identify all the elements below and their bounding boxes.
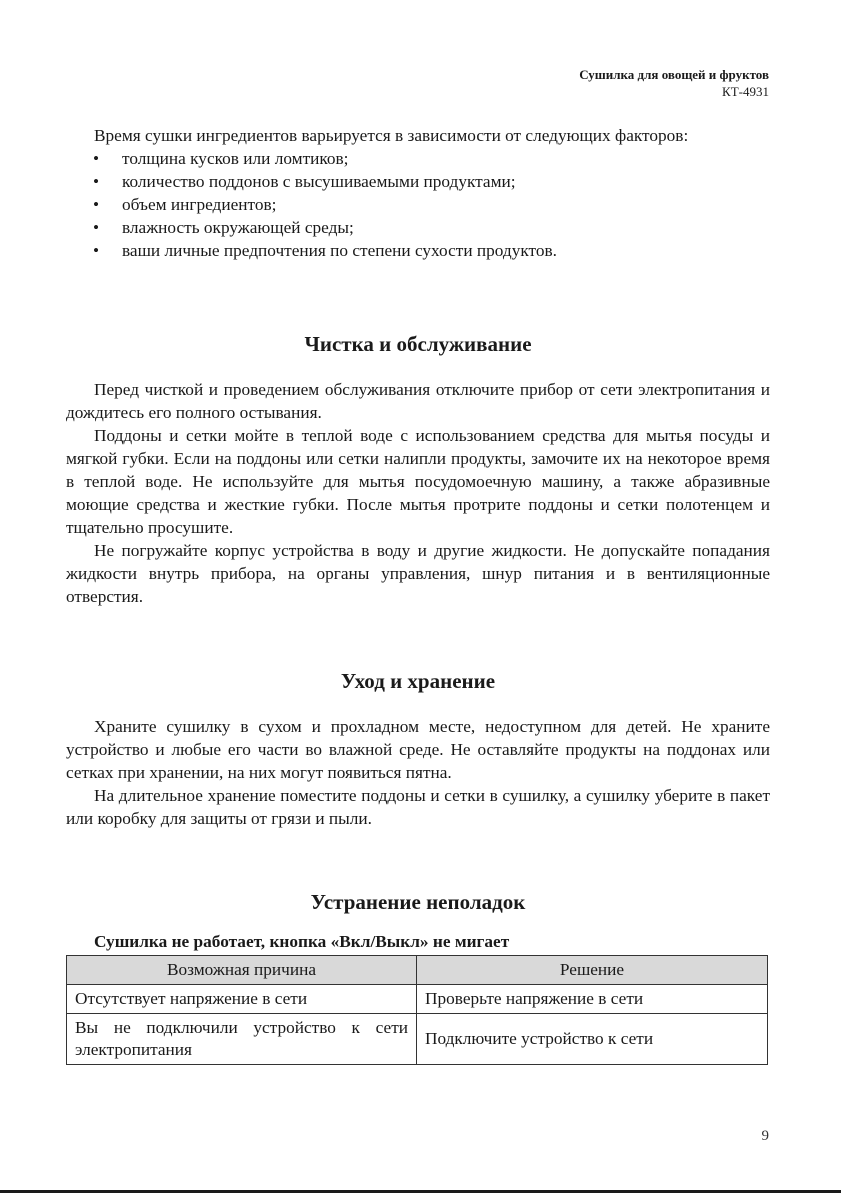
cause-cell: Отсутствует напряжение в сети — [67, 985, 417, 1014]
troubleshooting-heading: Устранение неполадок — [310, 890, 526, 914]
care-paragraph: На длительное хранение поместите поддоны и сетки в сушилку, а сушилку уберите в пакет или коробку для защиты от грязи и пыли. — [66, 786, 770, 828]
troubleshooting-table — [66, 955, 768, 1065]
intro-lead: Время сушки ингредиентов варьируется в зависимости от следующих факторов: — [94, 126, 689, 145]
list-item-text: толщина кусков или ломтиков; — [122, 149, 349, 168]
bullet-icon: • — [93, 149, 100, 168]
list-item-text: влажность окружающей среды; — [122, 218, 354, 237]
page-number: 9 — [761, 1128, 769, 1144]
list-item — [66, 239, 770, 262]
page-header — [579, 66, 769, 100]
bullet-icon: • — [93, 241, 100, 260]
list-item — [66, 147, 770, 170]
table-row — [67, 985, 768, 1014]
solution-cell: Подключите устройство к сети — [417, 1014, 768, 1065]
table-header-row — [67, 956, 768, 985]
troubleshooting-subheading: Сушилка не работает, кнопка «Вкл/Выкл» не мигает — [94, 932, 510, 951]
list-item-text: объем ингредиентов; — [122, 195, 277, 214]
list-item — [66, 193, 770, 216]
bullet-icon: • — [93, 218, 100, 237]
cause-cell: Вы не подключили устройство к сети электропитания — [67, 1014, 417, 1065]
care-heading: Уход и хранение — [340, 669, 496, 693]
product-title: Сушилка для овощей и фруктов — [579, 67, 769, 82]
solution-cell: Проверьте напряжение в сети — [417, 985, 768, 1014]
column-header-cause: Возможная причина — [67, 956, 417, 985]
table-row — [67, 1014, 768, 1065]
cleaning-paragraph: Поддоны и сетки мойте в теплой воде с использованием средства для мытья посуды и мягкой губки. Если на поддоны или сетки налипли продукты, замочите их на некоторое время в теплой воде. Не используйте для мытья посудомоечную машину, а также абразивные моющие средства и жесткие губки. После мытья протрите поддоны и сетки полотенцем и тщательно просушите. — [66, 426, 770, 537]
column-header-solution: Решение — [417, 956, 768, 985]
page-content — [66, 124, 770, 1065]
list-item-text: количество поддонов с высушиваемыми продуктами; — [122, 172, 516, 191]
list-item-text: ваши личные предпочтения по степени сухости продуктов. — [122, 241, 557, 260]
cleaning-heading: Чистка и обслуживание — [304, 332, 532, 356]
bullet-icon: • — [93, 195, 100, 214]
cleaning-paragraph: Не погружайте корпус устройства в воду и другие жидкости. Не допускайте попадания жидкости внутрь прибора, на органы управления, шнур питания и в вентиляционные отверстия. — [66, 541, 770, 606]
product-model: КТ-4931 — [722, 84, 769, 99]
list-item — [66, 170, 770, 193]
list-item — [66, 216, 770, 239]
bullet-icon: • — [93, 172, 100, 191]
factors-list — [66, 147, 770, 262]
care-paragraph: Храните сушилку в сухом и прохладном месте, недоступном для детей. Не храните устройство и любые его части во влажной среде. Не оставляйте продукты на поддонах или сетках при хранении, на них могут появиться пятна. — [66, 717, 770, 782]
cleaning-paragraph: Перед чисткой и проведением обслуживания отключите прибор от сети электропитания и дождитесь его полного остывания. — [66, 380, 770, 422]
care-section — [66, 715, 770, 830]
cleaning-section — [66, 378, 770, 608]
